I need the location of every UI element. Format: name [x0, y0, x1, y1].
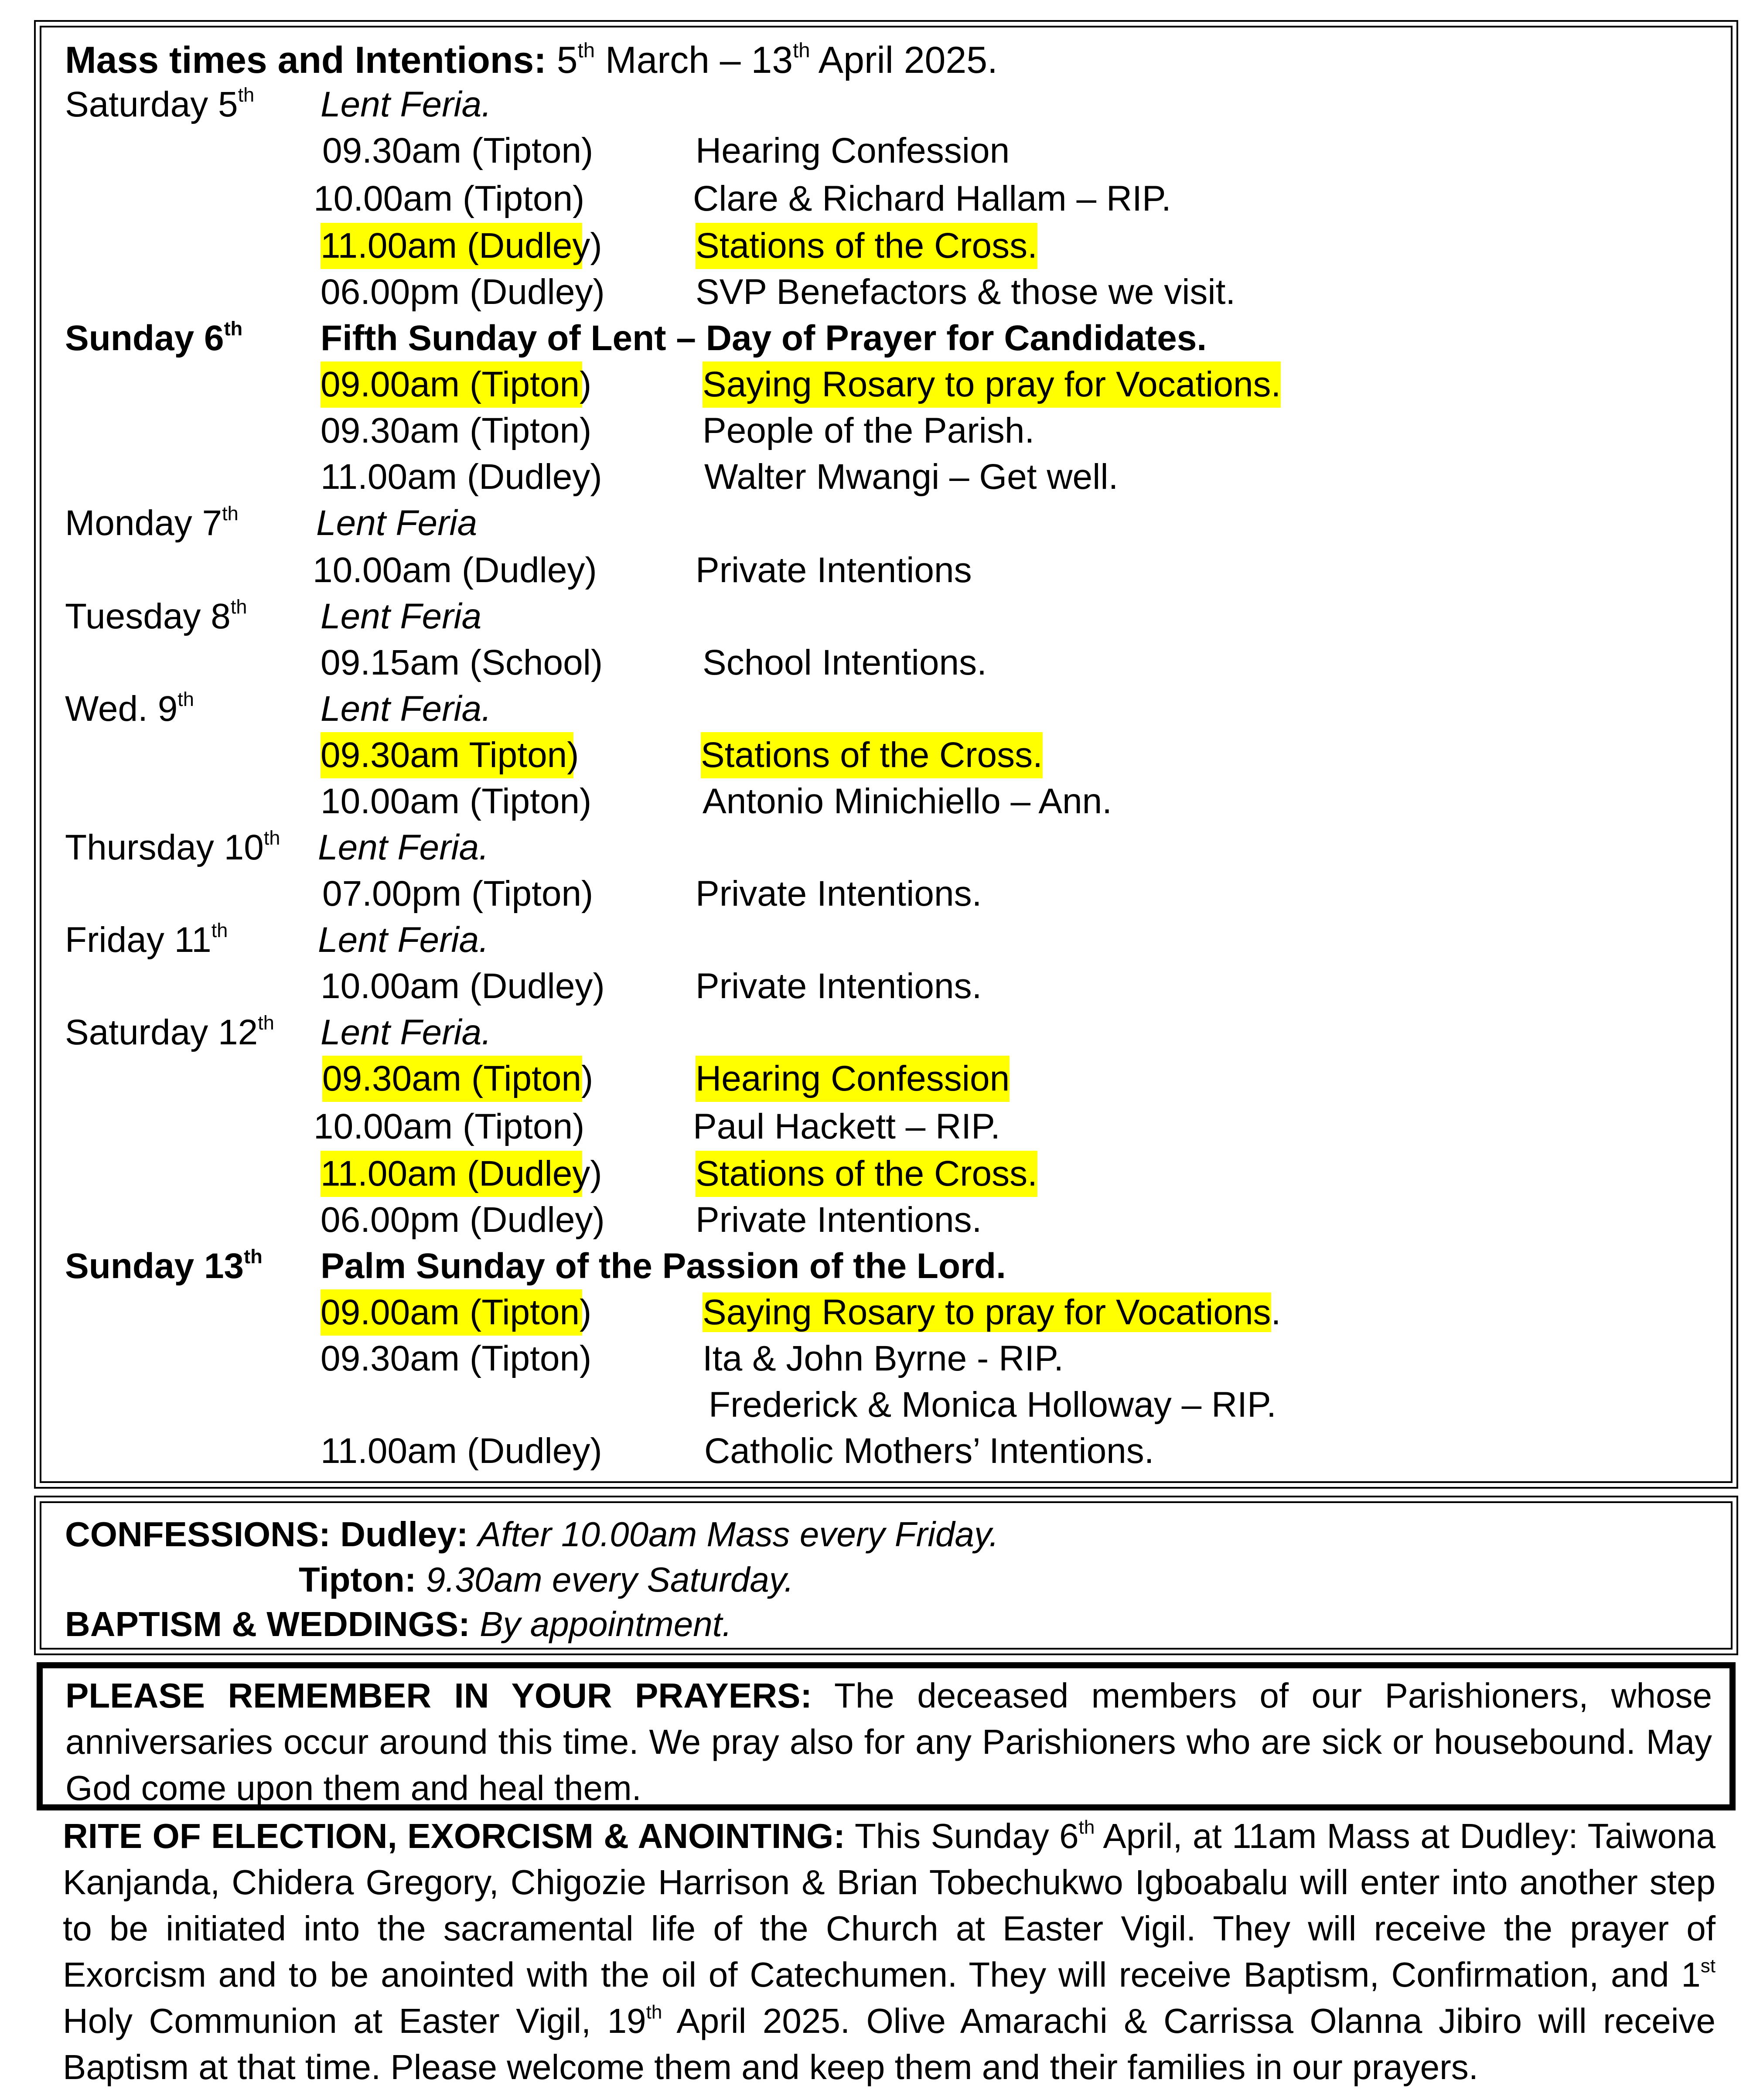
day-row-sunday-6: Sunday 6th Fifth Sunday of Lent – Day of Prayer for Candidates.	[41, 315, 1731, 361]
entry-intention: Paul Hackett – RIP.	[693, 1107, 1000, 1146]
entry-intention: Private Intentions.	[696, 874, 982, 914]
entry-row	[41, 269, 1731, 315]
entry-row	[41, 176, 1731, 222]
baptism-line	[65, 1602, 1731, 1647]
entry-intention: Frederick & Monica Holloway – RIP.	[709, 1385, 1276, 1425]
prayers-box	[37, 1662, 1736, 1810]
entry-intention: Walter Mwangi – Get well.	[704, 457, 1119, 497]
rite-label: RITE OF ELECTION, EXORCISM & ANOINTING:	[63, 1817, 845, 1855]
tipton-label: Tipton:	[299, 1560, 416, 1599]
entry-intention: People of the Parish.	[703, 411, 1035, 450]
prayers-text: The deceased members of our Parishioners, whose anniversaries occur around this time. We pray also for any Parishioners who are sick or housebound. May God come upon them and heal them.	[65, 1676, 1712, 1807]
entry-intention: Private Intentions	[696, 550, 972, 590]
day-row-saturday-5: Saturday 5th Lent Feria.	[41, 82, 1731, 128]
confessions-inner-border	[40, 1501, 1733, 1650]
entry-time: 09.30am (Tipton)	[321, 411, 592, 450]
entry-row	[41, 408, 1731, 454]
entry-row	[41, 778, 1731, 825]
mass-times-heading: Mass times and Intentions: 5th March – 13th April 2025.	[65, 39, 998, 81]
entry-intention: Antonio Minichiello – Ann.	[703, 781, 1112, 821]
feria-label: Lent Feria.	[318, 920, 489, 960]
entry-time: 10.00am (Dudley)	[313, 550, 597, 590]
entry-time: 09.00am (Tipton)	[321, 361, 582, 408]
mass-times-inner-border	[40, 26, 1733, 1483]
feria-label: Lent Feria.	[321, 689, 491, 729]
entry-intention: Catholic Mothers’ Intentions.	[704, 1431, 1154, 1471]
entry-intention: Clare & Richard Hallam – RIP.	[693, 179, 1171, 218]
entry-time: 09.00am (Tipton)	[321, 1289, 582, 1336]
entry-time: 10.00am (Tipton)	[314, 179, 585, 218]
confessions-label: CONFESSIONS:	[65, 1515, 331, 1554]
entry-intention: Saying Rosary to pray for Vocations.	[703, 361, 1281, 408]
feria-label: Lent Feria.	[321, 85, 491, 124]
confessions-tipton-line	[299, 1557, 1731, 1602]
entry-row	[41, 640, 1731, 686]
entry-intention: School Intentions.	[703, 643, 987, 682]
entry-row	[41, 1197, 1731, 1243]
entry-row-highlighted: 09.00am (Tipton) Saying Rosary to pray for Vocations.	[41, 1289, 1731, 1336]
day-row-wednesday-9: Wed. 9th Lent Feria.	[41, 686, 1731, 732]
feria-label: Lent Feria	[316, 503, 478, 543]
entry-row	[41, 871, 1731, 917]
entry-row-highlighted	[41, 1056, 1731, 1102]
entry-row	[41, 128, 1731, 174]
entry-time: 09.15am (School)	[321, 643, 603, 682]
entry-intention: Stations of the Cross.	[696, 223, 1037, 269]
entry-intention: Saying Rosary to pray for Vocations	[703, 1292, 1271, 1332]
day-row-friday-11: Friday 11th Lent Feria.	[41, 917, 1731, 963]
tipton-text: 9.30am every Saturday.	[426, 1560, 794, 1599]
baptism-text: By appointment.	[480, 1605, 732, 1643]
mass-heading-label: Mass times and Intentions:	[65, 39, 546, 81]
entry-row	[41, 1336, 1731, 1382]
baptism-label: BAPTISM & WEDDINGS:	[65, 1605, 470, 1643]
day-row-saturday-12: Saturday 12th Lent Feria.	[41, 1009, 1731, 1056]
prayers-label: PLEASE REMEMBER IN YOUR PRAYERS:	[65, 1676, 812, 1715]
entry-time: 11.00am (Dudley)	[321, 223, 582, 269]
confessions-box	[34, 1496, 1738, 1655]
entry-row-highlighted	[41, 361, 1731, 408]
entry-intention: Private Intentions.	[696, 1200, 982, 1240]
feria-label: Lent Feria	[321, 597, 482, 636]
entry-time: 06.00pm (Dudley)	[321, 272, 605, 312]
entry-row	[41, 454, 1731, 500]
entry-time: 10.00am (Tipton)	[314, 1107, 585, 1146]
entry-row	[41, 1382, 1731, 1428]
feria-label: Lent Feria.	[318, 828, 489, 867]
dudley-label: Dudley:	[340, 1515, 468, 1554]
entry-time: 09.30am (Tipton)	[322, 1056, 582, 1102]
feast-label: Palm Sunday of the Passion of the Lord.	[321, 1246, 1006, 1286]
day-row-thursday-10: Thursday 10th Lent Feria.	[41, 825, 1731, 871]
entry-time: 09.30am Tipton)	[321, 732, 573, 778]
entry-intention: Hearing Confession	[696, 1056, 1010, 1102]
entry-time: 11.00am (Dudley)	[321, 457, 602, 497]
feria-label: Lent Feria.	[321, 1012, 491, 1052]
dudley-text: After 10.00am Mass every Friday.	[478, 1515, 999, 1554]
day-row-sunday-13: Sunday 13th Palm Sunday of the Passion of the Lord.	[41, 1243, 1731, 1289]
entry-row	[41, 963, 1731, 1009]
entry-intention: Ita & John Byrne - RIP.	[703, 1339, 1064, 1378]
entry-intention: SVP Benefactors & those we visit.	[696, 272, 1236, 312]
entry-intention: Private Intentions.	[696, 966, 982, 1006]
entry-row-highlighted	[41, 1151, 1731, 1197]
entry-row-highlighted	[41, 732, 1731, 778]
entry-intention: Stations of the Cross.	[701, 732, 1043, 778]
entry-time: 06.00pm (Dudley)	[321, 1200, 605, 1240]
entry-row	[41, 547, 1731, 593]
entry-time: 10.00am (Tipton)	[321, 781, 592, 821]
entry-row	[41, 1104, 1731, 1150]
mass-times-box	[34, 20, 1738, 1489]
entry-row-highlighted	[41, 223, 1731, 269]
entry-intention: Stations of the Cross.	[696, 1151, 1037, 1197]
feast-label: Fifth Sunday of Lent – Day of Prayer for Candidates.	[321, 318, 1207, 358]
entry-time: 09.30am (Tipton)	[322, 131, 593, 170]
entry-time: 11.00am (Dudley)	[321, 1431, 602, 1471]
confessions-dudley-line	[65, 1512, 1731, 1557]
entry-time: 10.00am (Dudley)	[321, 966, 605, 1006]
entry-intention: Hearing Confession	[696, 131, 1010, 170]
entry-time: 11.00am (Dudley)	[321, 1151, 582, 1197]
day-row-tuesday-8: Tuesday 8th Lent Feria	[41, 593, 1731, 640]
entry-time: 09.30am (Tipton)	[321, 1339, 592, 1378]
day-row-monday-7: Monday 7th Lent Feria	[41, 500, 1731, 546]
entry-time: 07.00pm (Tipton)	[322, 874, 593, 914]
rite-of-election-paragraph: RITE OF ELECTION, EXORCISM & ANOINTING: This Sunday 6th April, at 11am Mass at Dudley: Taiwona Kanjanda, Chidera Gregory, Chigozie Harrison & Brian Tobechukwo Igboabalu will enter into another step to be initiated into the sacramental life of the Church at Easter Vigil. They will receive the prayer of Exorcism and to be anointed with the oil of Catechumen. They will receive Baptism, Confirmation, and 1st Holy Communion at Easter Vigil, 19th April 2025. Olive Amarachi & Carrissa Olanna Jibiro will receive Baptism at that time. Please welcome them and keep them and their families in our prayers.	[63, 1817, 1716, 2086]
entry-row	[41, 1428, 1731, 1474]
